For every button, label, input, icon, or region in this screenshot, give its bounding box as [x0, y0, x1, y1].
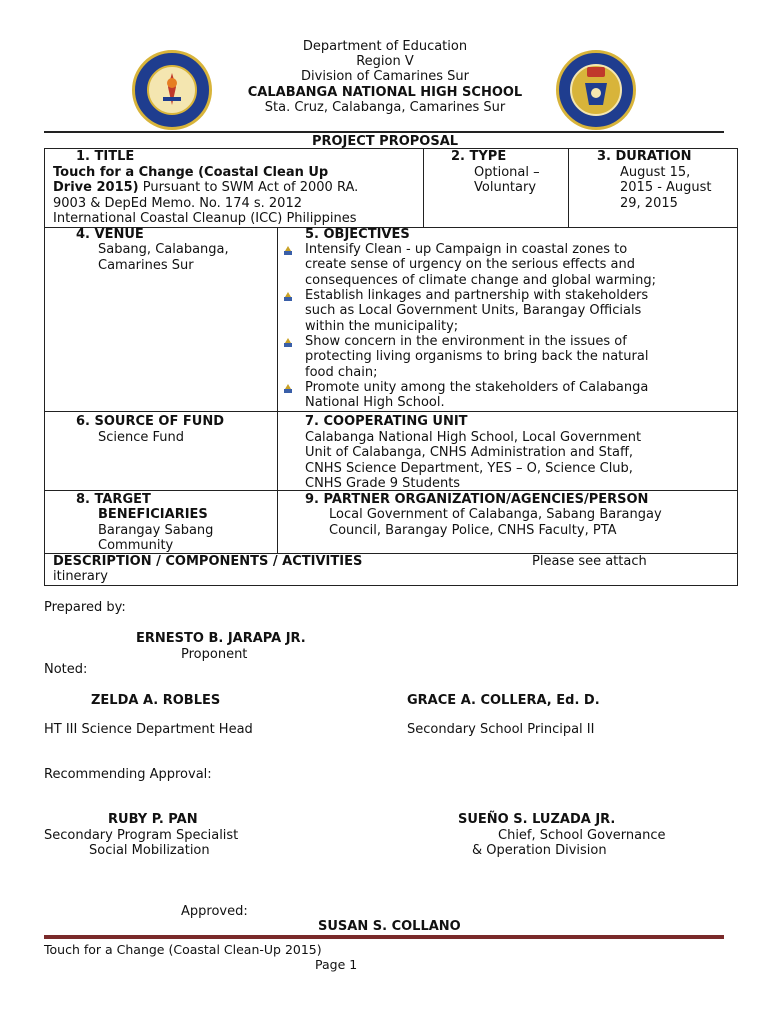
venue-line1: Sabang, Calabanga, [98, 242, 229, 257]
footer-doc-title: Touch for a Change (Coastal Clean-Up 2015) [44, 942, 322, 957]
duration-heading: 3. DURATION [597, 149, 692, 164]
coop-line4: CNHS Grade 9 Students [305, 476, 461, 491]
coop-line3: CNHS Science Department, YES – O, Science Club, [305, 461, 633, 476]
bullet-icon [283, 384, 293, 394]
bullet-icon [283, 292, 293, 302]
title-line2 [53, 180, 358, 196]
objectives-heading: 5. OBJECTIVES [305, 227, 410, 242]
header-address: Sta. Cruz, Calabanga, Camarines Sur [264, 100, 506, 115]
objective-4-line1: Promote unity among the stakeholders of Calabanga [305, 380, 649, 395]
objective-4-line2: National High School. [305, 395, 445, 410]
noted-right-name: GRACE A. COLLERA, Ed. D. [407, 693, 600, 708]
noted-label: Noted: [44, 662, 88, 677]
objective-3-line2: protecting living organisms to bring back the natural [305, 349, 649, 364]
title-line2-bold: Drive 2015) [53, 180, 139, 195]
duration-line3: 29, 2015 [620, 196, 678, 211]
target-heading-1: 8. TARGET [76, 492, 151, 507]
coop-line1: Calabanga National High School, Local Government [305, 430, 642, 445]
partner-heading: 9. PARTNER ORGANIZATION/AGENCIES/PERSON [305, 492, 649, 507]
header-school-name: CALABANGA NATIONAL HIGH SCHOOL [247, 85, 523, 100]
venue-line2: Camarines Sur [98, 258, 194, 273]
venue-heading: 4. VENUE [76, 227, 144, 242]
objective-1-line2: create sense of urgency on the serious effects and [305, 257, 635, 272]
recommending-label: Recommending Approval: [44, 767, 212, 782]
title-line2-rest: Pursuant to SWM Act of 2000 RA. [138, 180, 359, 195]
objective-3-line1: Show concern in the environment in the issues of [305, 334, 627, 349]
type-heading: 2. TYPE [451, 149, 507, 164]
coop-line2: Unit of Calabanga, CNHS Administration and Staff, [305, 445, 634, 460]
approved-name: SUSAN S. COLLANO [318, 919, 461, 934]
proposal-title: PROJECT PROPOSAL [311, 134, 459, 149]
title-line4: International Coastal Cleanup (ICC) Philippines [53, 211, 357, 226]
objective-1-line1: Intensify Clean - up Campaign in coastal zones to [305, 242, 628, 257]
target-line2: Community [98, 538, 174, 553]
title-heading: 1. TITLE [76, 149, 135, 164]
partner-line2: Council, Barangay Police, CNHS Faculty, PTA [329, 523, 617, 538]
fund-value: Science Fund [98, 430, 185, 445]
target-line1: Barangay Sabang [98, 523, 214, 538]
footer-rule [44, 935, 724, 939]
objective-2-line2: such as Local Government Units, Barangay Officials [305, 303, 642, 318]
prepared-name: ERNESTO B. JARAPA JR. [136, 631, 306, 646]
coop-heading: 7. COOPERATING UNIT [305, 414, 468, 429]
partner-line1: Local Government of Calabanga, Sabang Barangay [329, 507, 662, 522]
rec-left-role1: Secondary Program Specialist [44, 828, 239, 843]
description-value: Please see attach [532, 554, 647, 569]
objective-1-line3: consequences of climate change and global warming; [305, 273, 656, 288]
noted-left-name: ZELDA A. ROBLES [91, 693, 221, 708]
rec-right-role2: & Operation Division [472, 843, 607, 858]
target-heading-2: BENEFICIARIES [98, 507, 208, 522]
rec-left-role2: Social Mobilization [89, 843, 210, 858]
rec-right-role1: Chief, School Governance [498, 828, 666, 843]
noted-left-role: HT III Science Department Head [44, 722, 253, 737]
rec-left-name: RUBY P. PAN [108, 812, 198, 827]
duration-line2: 2015 - August [620, 180, 712, 195]
noted-right-role: Secondary School Principal II [407, 722, 595, 737]
approved-label: Approved: [181, 904, 248, 919]
type-line2: Voluntary [474, 180, 537, 195]
title-line1: Touch for a Change (Coastal Clean Up [53, 165, 329, 180]
fund-heading: 6. SOURCE OF FUND [76, 414, 225, 429]
type-line1: Optional – [474, 165, 540, 180]
title-line3: 9003 & DepEd Memo. No. 174 s. 2012 [53, 196, 302, 211]
footer-page-number: Page 1 [315, 957, 358, 972]
rec-right-name: SUEÑO S. LUZADA JR. [458, 812, 616, 827]
header-division: Division of Camarines Sur [301, 69, 469, 84]
header-department: Department of Education [302, 39, 468, 54]
prepared-label: Prepared by: [44, 600, 126, 615]
duration-line1: August 15, [620, 165, 691, 180]
header-region: Region V [356, 54, 414, 69]
objective-2-line1: Establish linkages and partnership with stakeholders [305, 288, 649, 303]
description-continuation: itinerary [53, 569, 108, 584]
header-rule [44, 131, 724, 133]
objective-2-line3: within the municipality; [305, 319, 459, 334]
description-heading: DESCRIPTION / COMPONENTS / ACTIVITIES [53, 554, 363, 569]
prepared-role: Proponent [181, 647, 248, 662]
bullet-icon [283, 338, 293, 348]
objective-3-line3: food chain; [305, 365, 378, 380]
bullet-icon [283, 246, 293, 256]
